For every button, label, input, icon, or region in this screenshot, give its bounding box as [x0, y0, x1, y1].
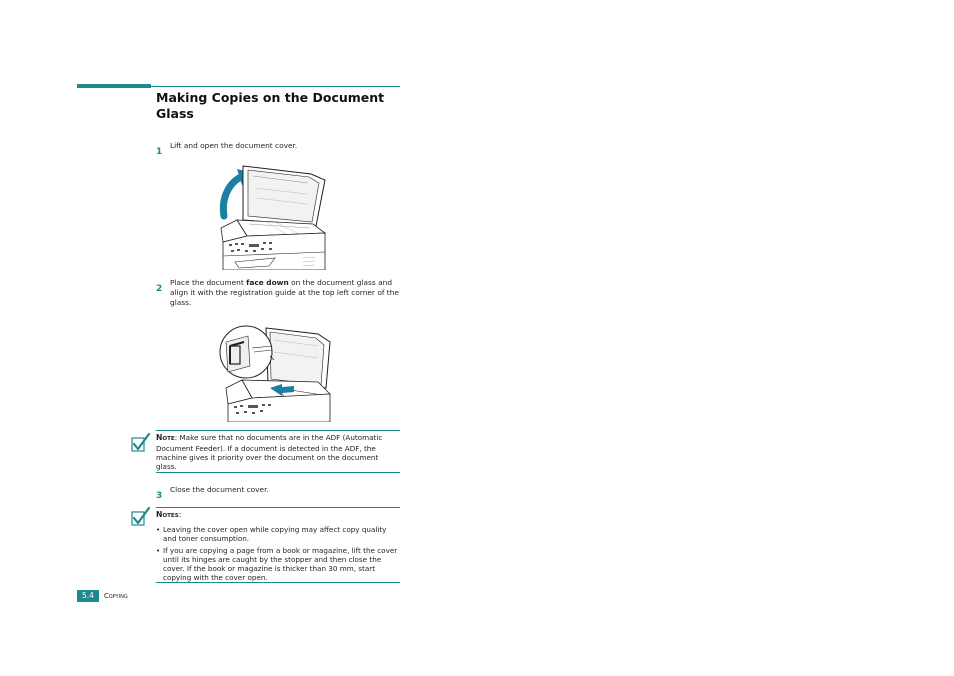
- step-1-number: 1: [156, 147, 163, 157]
- note-1-bottom-rule: [156, 472, 400, 473]
- list-item: • If you are copying a page from a book or magazine, lift the cover until its hinges are caught by the stopper and then close the cover. If the book or magazine is thicker than 30 mm, start copying with the cover open.: [156, 546, 400, 582]
- note-1-label-rest: OTE: [162, 436, 175, 442]
- step-3-text: Close the document cover.: [170, 485, 269, 494]
- step-2-text: [170, 278, 400, 309]
- note-2-bottom-rule: [156, 582, 400, 583]
- header-accent-bar: [77, 84, 151, 88]
- figure-place-document: [218, 316, 336, 422]
- note-1-label-first: N: [156, 433, 163, 442]
- figure-open-cover: [215, 158, 330, 270]
- note-2-label: [156, 510, 400, 521]
- list-item: • Leaving the cover open while copying may affect copy quality and toner consumption.: [156, 525, 400, 543]
- footer-section: [104, 592, 128, 600]
- page-number: 5.4: [77, 590, 99, 602]
- step-2-number: 2: [156, 284, 163, 294]
- step-1: [156, 139, 162, 158]
- note-1-label: [156, 433, 175, 442]
- footer-section-first: C: [104, 592, 109, 600]
- step-3-number: 3: [156, 491, 163, 501]
- open-arrow-icon: [223, 176, 243, 216]
- step-1-text: Lift and open the document cover.: [170, 141, 298, 150]
- header-rule: [151, 86, 400, 87]
- note-2-label-first: N: [156, 510, 163, 519]
- note-2: [156, 510, 400, 585]
- step-2-text-after: on the document glass and align it with the registration guide at the top left corner of the glass.: [170, 278, 399, 308]
- step-2-text-before: Place the document: [170, 278, 247, 287]
- note-check-icon: [131, 432, 151, 454]
- note-check-icon: [131, 506, 151, 528]
- note-2-label-suffix: :: [178, 510, 182, 519]
- note-2-label-rest: OTES: [162, 513, 179, 519]
- step-2-text-bold: face down: [246, 278, 289, 287]
- note-2-top-rule: [156, 507, 400, 508]
- footer-section-rest: OPYING: [108, 594, 128, 600]
- note-1-text: : Make sure that no documents are in the ADF (Automatic Document Feeder). If a document is detected in the ADF, the machine gives it priority over the document on the document glass.: [156, 433, 383, 471]
- note-1: [156, 433, 398, 471]
- section-title: Making Copies on the Document Glass: [156, 90, 385, 121]
- step-3: [156, 483, 162, 502]
- note-1-top-rule: [156, 430, 400, 431]
- step-2: [156, 276, 162, 295]
- note-2-list: [156, 525, 400, 582]
